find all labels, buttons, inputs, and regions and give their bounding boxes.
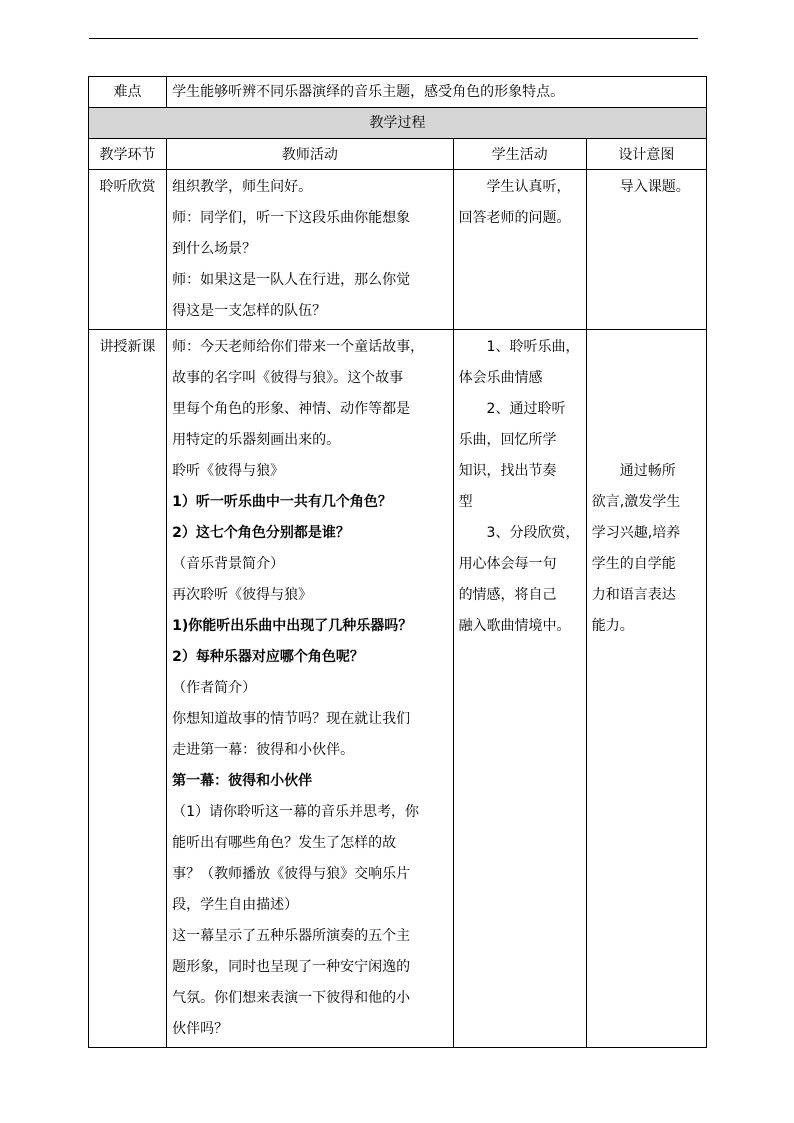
text-line: 你想知道故事的情节吗？现在就让我们 — [172, 711, 411, 727]
difficulty-label-cell — [89, 77, 167, 108]
text-line: 段，学生自由描述） — [172, 897, 299, 913]
lesson-plan-table — [88, 76, 707, 1048]
text-line: 题形象，同时也呈现了一种安宁闲逸的 — [172, 959, 411, 975]
text-line: 3、分段欣赏， — [458, 525, 580, 541]
text-line: 乐曲，回忆所学 — [458, 432, 557, 448]
text-line: 力和语言表达 — [591, 587, 676, 603]
teacher-activity-cell — [167, 170, 453, 330]
stage-label: 讲授新课 — [99, 339, 156, 355]
text-line: 里每个角色的形象、神情、动作等都是 — [172, 401, 411, 417]
text-line: 1）听一听乐曲中一共有几个角色？ — [172, 494, 392, 510]
column-header-row — [89, 139, 707, 170]
design-intent-cell — [586, 170, 706, 330]
text-line: 欲言,激发学生 — [591, 494, 681, 510]
text-line: 能力。 — [591, 618, 634, 634]
text-line: 导入课题。 — [591, 179, 690, 195]
text-line: 到什么场景？ — [172, 241, 257, 257]
text-line: 事？（教师播放《彼得与狼》交响乐片 — [172, 866, 411, 882]
stage-label: 聆听欣赏 — [99, 179, 156, 195]
difficulty-row — [89, 77, 707, 108]
text-line: 走进第一幕：彼得和小伙伴。 — [172, 742, 355, 758]
text-line: 学习兴趣,培养 — [591, 525, 681, 541]
text-line: 气氛。你们想来表演一下彼得和他的小 — [172, 990, 411, 1006]
text-line: 师：如果这是一队人在行进，那么你觉 — [172, 272, 411, 288]
section-title: 教学过程 — [89, 108, 707, 139]
text-line: 的情感，将自己 — [458, 587, 557, 603]
text-line: 组织教学，师生问好。 — [172, 179, 313, 195]
text-line: 用心体会每一句 — [458, 556, 557, 572]
text-line: 故事的名字叫《彼得与狼》。这个故事 — [172, 370, 404, 386]
design-intent-cell — [586, 330, 706, 1048]
teacher-activity-cell — [167, 330, 453, 1048]
text-line: 体会乐曲情感 — [458, 370, 543, 386]
text-line: 得这是一支怎样的队伍？ — [172, 303, 327, 319]
text-line: 第一幕：彼得和小伙伴 — [172, 773, 313, 789]
teacher-activity — [167, 170, 452, 329]
text-line: 融入歌曲情境中。 — [458, 618, 571, 634]
text-line: 型 — [458, 494, 473, 510]
difficulty-text-cell — [167, 77, 707, 108]
text-line: 2）每种乐器对应哪个角色呢？ — [172, 649, 364, 665]
text-line: 学生认真听， — [458, 179, 571, 195]
table-row — [89, 330, 707, 1048]
column-header-stage: 教学环节 — [89, 139, 167, 170]
stage-cell — [89, 170, 167, 330]
difficulty-label: 难点 — [113, 84, 142, 100]
text-line: 知识，找出节奏 — [458, 463, 557, 479]
column-header-student: 学生活动 — [453, 139, 586, 170]
text-line: 2、通过聆听 — [458, 401, 566, 417]
column-header-teacher: 教师活动 — [167, 139, 453, 170]
text-line: 师：今天老师给你们带来一个童话故事， — [172, 339, 425, 355]
text-line: 回答老师的问题。 — [458, 210, 571, 226]
table-row — [89, 170, 707, 330]
text-line: 通过畅所 — [591, 463, 676, 479]
design-intent — [587, 330, 706, 644]
text-line: 这一幕呈示了五种乐器所演奏的五个主 — [172, 928, 411, 944]
text-line: （音乐背景简介） — [172, 556, 285, 572]
teacher-activity — [167, 330, 452, 1047]
text-line: 能听出有哪些角色？发生了怎样的故 — [172, 835, 397, 851]
text-line: 学生的自学能 — [591, 556, 676, 572]
text-line: 用特定的乐器刻画出来的。 — [172, 432, 341, 448]
student-activity — [454, 330, 586, 644]
column-header-intent: 设计意图 — [586, 139, 706, 170]
difficulty-text: 学生能够听辨不同乐器演绎的音乐主题，感受角色的形象特点。 — [172, 84, 565, 100]
text-line: 聆听《彼得与狼》 — [172, 463, 285, 479]
section-title-row — [89, 108, 707, 139]
text-line: 2）这七个角色分别都是谁？ — [172, 525, 350, 541]
text-line: 伙伴吗？ — [172, 1021, 229, 1037]
text-line: 师：同学们，听一下这段乐曲你能想象 — [172, 210, 411, 226]
student-activity-cell — [453, 170, 586, 330]
student-activity — [454, 170, 586, 236]
text-line: 再次聆听《彼得与狼》 — [172, 587, 313, 603]
text-line: 1、聆听乐曲， — [458, 339, 580, 355]
text-line: 1)你能听出乐曲中出现了几种乐器吗？ — [172, 618, 413, 634]
text-line: （作者简介） — [172, 680, 257, 696]
text-line: （1）请你聆听这一幕的音乐并思考，你 — [172, 804, 420, 820]
design-intent — [587, 170, 706, 205]
header-rule — [89, 38, 698, 39]
student-activity-cell — [453, 330, 586, 1048]
stage-cell — [89, 330, 167, 1048]
